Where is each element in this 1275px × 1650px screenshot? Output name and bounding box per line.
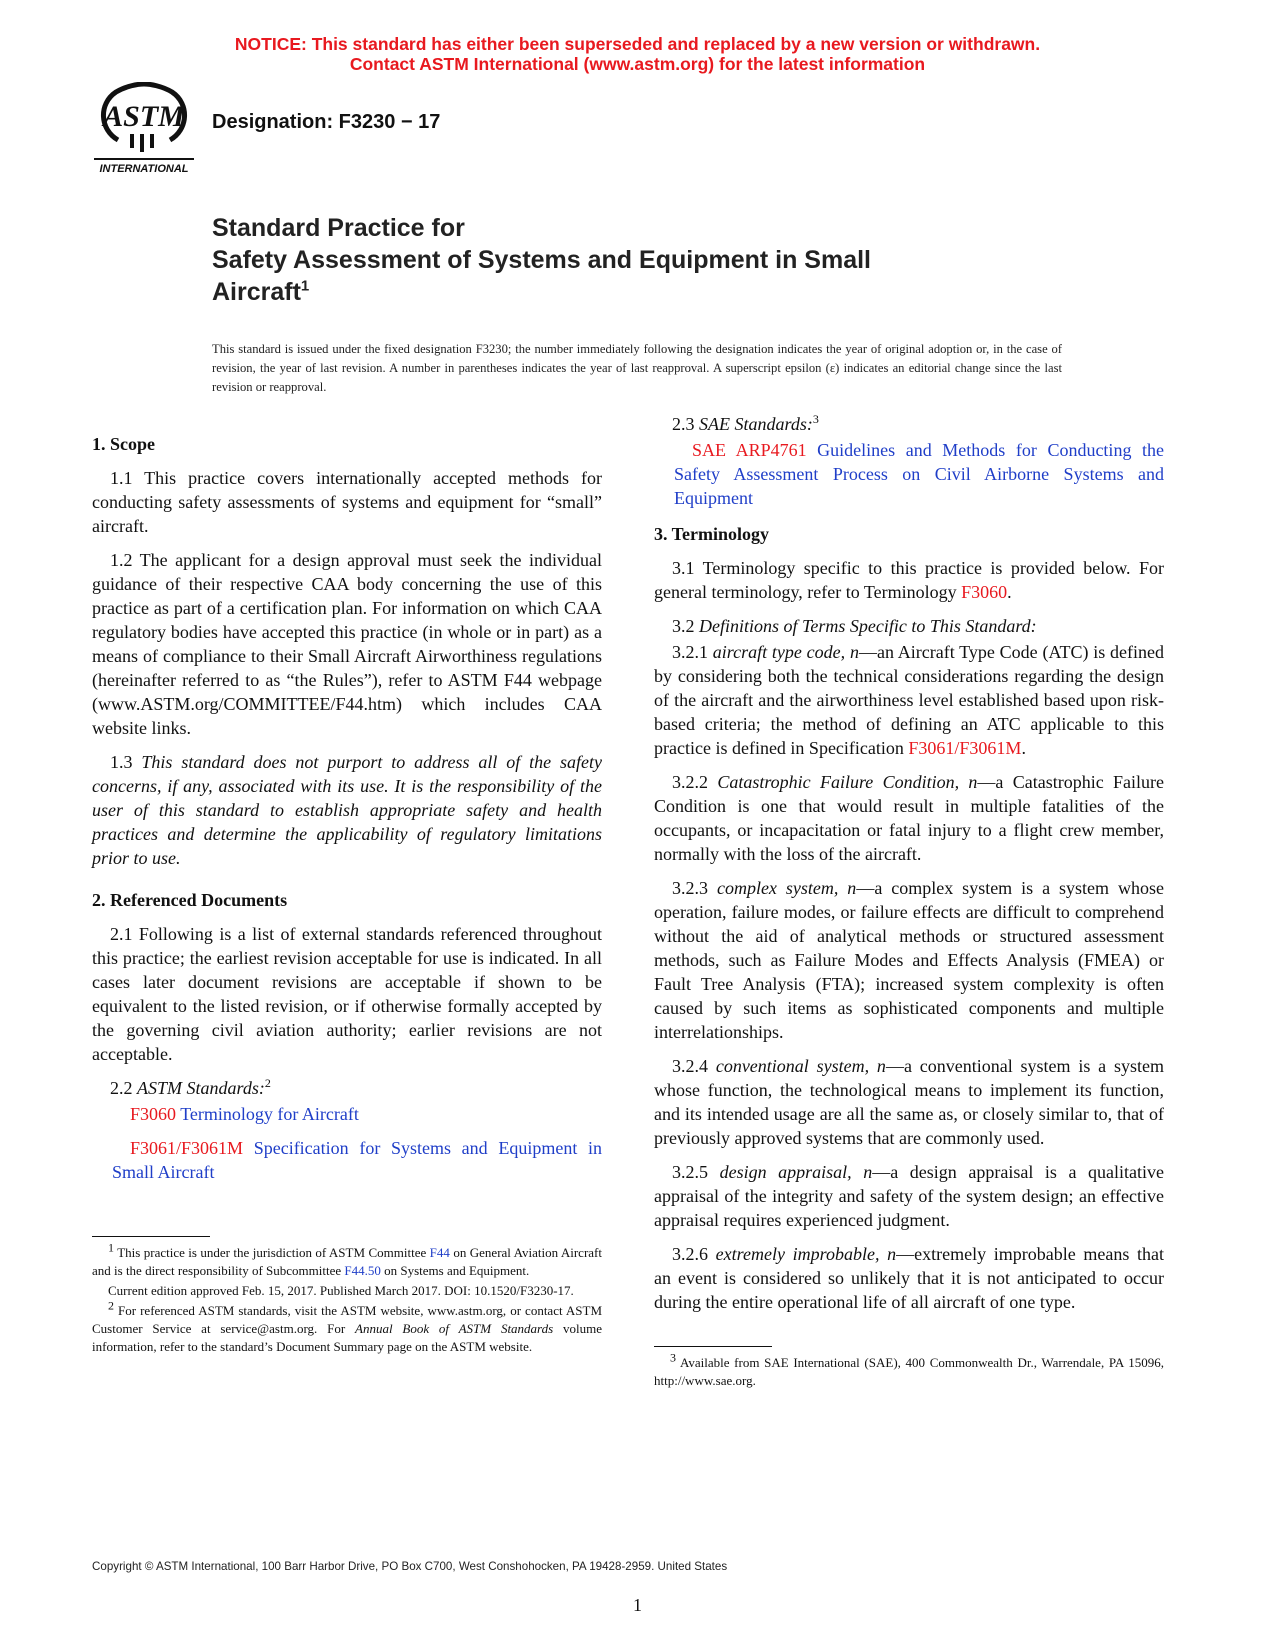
para-2-2-sup: 2	[264, 1076, 271, 1090]
terminology-heading: 3. Terminology	[654, 524, 770, 544]
footnote-mark: 3	[670, 1350, 676, 1365]
def-text: —extremely improbable means that an event is considered so unlikely that it is not anticipated to occur during the entire operational life of all aircraft of one type.	[654, 1244, 1165, 1312]
def-term: complex system, n	[716, 878, 857, 898]
footnote-text: This practice is under the jurisdiction of ASTM Committee	[114, 1245, 430, 1260]
para-2-3-text: SAE Standards:	[699, 414, 813, 434]
def-num: 3.2.5	[672, 1162, 720, 1182]
footnote-text: on General Aviation Aircraft and is the direct responsibility of Subcommittee	[92, 1245, 602, 1278]
definition-3-2-6	[654, 1242, 1164, 1314]
ref-f3061-link[interactable]: F3061/F3061M	[130, 1138, 244, 1158]
definition-3-2-3	[654, 876, 1164, 1044]
referenced-documents-heading: 2. Referenced Documents	[92, 890, 288, 910]
ref-sae-link[interactable]: SAE ARP4761	[692, 440, 807, 460]
terminology-f3060-link[interactable]: F3060	[961, 582, 1008, 602]
para-2-3-num: 2.3	[672, 414, 699, 434]
title-footnote-mark: 1	[300, 277, 310, 295]
para-1-3-text: This standard does not purport to address all of the safety concerns, if any, associated with its use. It is the responsibility of the user of this standard to establish appropriate safety and health practices and determine the applicability of regulatory limitations prior to use.	[92, 752, 603, 868]
reference-f3060	[92, 1102, 602, 1126]
para-1-2: 1.2 The applicant for a design approval must seek the individual guidance of their respective CAA body concerning the use of this practice as part of a certification plan. For information on which CAA regulatory bodies have accepted this practice (in whole or in part) as a means of compliance to their Small Aircraft Airworthiness regulations (hereinafter referred to as “the Rules”), refer to ASTM F44 webpage (www.ASTM.org/COMMITTEE/F44.htm) which includes CAA website links.	[92, 550, 602, 738]
committee-f44-link[interactable]: F44	[429, 1245, 450, 1260]
title-line-3	[212, 276, 1112, 308]
para-2-2-num: 2.2	[110, 1078, 137, 1098]
title-line-1: Standard Practice for	[212, 214, 465, 242]
footnote-mark: 2	[108, 1298, 114, 1313]
copyright: Copyright © ASTM International, 100 Barr Harbor Drive, PO Box C700, West Conshohocken, PA 19428-2959. United States	[92, 1560, 728, 1573]
logo-text: INTERNATIONAL	[99, 163, 189, 175]
def-term: Catastrophic Failure Condition, n	[717, 772, 978, 792]
definition-3-2-1	[654, 640, 1164, 760]
notice-line-1: NOTICE: This standard has either been superseded and replaced by a new version or withdrawn.	[234, 34, 1041, 54]
def-num: 3.2.1	[672, 642, 713, 662]
svg-text:ASTM: ASTM	[103, 100, 185, 133]
left-column	[92, 432, 602, 1194]
def-end: .	[1021, 738, 1026, 758]
reference-sae-arp4761	[654, 438, 1164, 510]
ref-f3061-title-link[interactable]: Specification for Systems and Equipment in Small Aircraft	[112, 1138, 602, 1182]
definition-3-2-2	[654, 770, 1164, 866]
def-term: design appraisal, n	[719, 1162, 873, 1182]
footnotes-right	[654, 1350, 1164, 1392]
footnote-1-edition: Current edition approved Feb. 15, 2017. Published March 2017. DOI: 10.1520/F3230-17.	[108, 1283, 574, 1298]
footnote-text: Available from SAE International (SAE), 400 Commonwealth Dr., Warrendale, PA 15096, http://www.sae.org.	[654, 1355, 1164, 1388]
ref-f3060-link[interactable]: F3060	[130, 1104, 177, 1124]
para-3-1-text: 3.1 Terminology specific to this practice is provided below. For general terminology, refer to Terminology	[654, 558, 1164, 602]
def-text: —a conventional system is a system whose function, the technological means to implement its function, and its intended usage are all the same as, or closely similar to, that of previously approved systems that are commonly used.	[654, 1056, 1164, 1148]
def-term: conventional system, n	[715, 1056, 886, 1076]
spec-f3061-link[interactable]: F3061/F3061M	[908, 738, 1022, 758]
footnote-text: on Systems and Equipment.	[380, 1263, 530, 1278]
ref-sae-title-link[interactable]: Guidelines and Methods for Conducting the Safety Assessment Process on Civil Airborne Systems and Equipment	[674, 440, 1165, 508]
footnote-rule-left	[92, 1236, 210, 1237]
page-number: 1	[633, 1595, 642, 1615]
para-1-1: 1.1 This practice covers internationally accepted methods for conducting safety assessments of systems and equipment for “small” aircraft.	[92, 468, 602, 536]
para-3-2-num: 3.2	[672, 616, 699, 636]
designation: Designation: F3230 − 17	[212, 111, 441, 133]
para-3-2	[654, 614, 1164, 638]
footnote-2	[92, 1298, 603, 1356]
withdrawal-notice	[0, 34, 1275, 74]
notice-line-2: Contact ASTM International (www.astm.org) for the latest information	[349, 54, 926, 74]
def-num: 3.2.6	[672, 1244, 716, 1264]
ref-f3060-title-link[interactable]: Terminology for Aircraft	[176, 1104, 359, 1124]
def-text: —a Catastrophic Failure Condition is one that would result in multiple fatalities of the occupants, or incapacitation or fatal injury to a flight crew member, normally with the loss of the aircraft.	[654, 772, 1164, 864]
def-text: —an Aircraft Type Code (ATC) is defined by considering both the technical considerations regarding the design of the aircraft and the airworthiness level established based upon risk-based criteria; the method of defining an ATC applicable to this practice is defined in Specification	[654, 642, 1165, 758]
footnote-italic: Annual Book of ASTM Standards	[355, 1321, 554, 1336]
footnotes-left	[92, 1240, 603, 1358]
para-1-3	[92, 750, 602, 870]
para-2-3	[654, 412, 1164, 436]
def-num: 3.2.4	[672, 1056, 716, 1076]
right-column	[654, 412, 1164, 1324]
title-line-3-text: Aircraft	[212, 278, 301, 306]
para-2-3-sup: 3	[812, 412, 819, 426]
para-2-2-text: ASTM Standards:	[137, 1078, 265, 1098]
def-term: aircraft type code, n	[712, 642, 859, 662]
para-2-2	[92, 1076, 602, 1100]
definition-3-2-5	[654, 1160, 1164, 1232]
footnote-mark: 1	[108, 1240, 114, 1255]
footnote-text: volume information, refer to the standard’s Document Summary page on the ASTM website.	[92, 1321, 603, 1354]
para-2-1: 2.1 Following is a list of external standards referenced throughout this practice; the earliest revision acceptable for use is indicated. In all cases later document revisions are acceptable if shown to be equivalent to the listed revision, or if otherwise formally accepted by the governing civil aviation authority; earlier revisions are not acceptable.	[92, 924, 602, 1064]
subcommittee-f44-50-link[interactable]: F44.50	[344, 1263, 381, 1278]
astm-logo-icon	[90, 82, 198, 178]
def-text: —a complex system is a system whose operation, failure modes, or failure effects are difficult to comprehend without the aid of analytical methods or structured assessment methods, such as Failure Modes and Effects Analysis (FMEA) or Fault Tree Analysis (FTA); increased system complexity is often caused by such items as sophisticated components and multiple interrelationships.	[654, 878, 1164, 1042]
scope-heading: 1. Scope	[92, 434, 155, 454]
def-text: —a design appraisal is a qualitative appraisal of the integrity and safety of the system design; an effective appraisal requires experienced judgment.	[654, 1162, 1165, 1230]
footnote-3	[654, 1350, 1164, 1390]
definition-3-2-4	[654, 1054, 1164, 1150]
para-1-3-num: 1.3	[110, 752, 142, 772]
def-num: 3.2.2	[672, 772, 718, 792]
def-num: 3.2.3	[672, 878, 717, 898]
para-3-1	[654, 556, 1164, 604]
para-3-1-end: .	[1007, 582, 1012, 602]
reference-f3061	[92, 1136, 602, 1184]
document-title	[212, 212, 1112, 308]
title-line-2: Safety Assessment of Systems and Equipment in Small	[212, 246, 871, 274]
footnote-text: For referenced ASTM standards, visit the ASTM website, www.astm.org, or contact ASTM Customer Service at service@astm.org. For	[92, 1303, 602, 1336]
footnote-1	[92, 1240, 602, 1280]
def-term: extremely improbable, n	[715, 1244, 897, 1264]
astm-international-logo	[90, 82, 198, 178]
issued-note: This standard is issued under the fixed designation F3230; the number immediately following the designation indicates the year of original adoption or, in the case of revision, the year of last revision. A number in parentheses indicates the year of last reapproval. A superscript epsilon (ε) indicates an editorial change since the last revision or reapproval.	[212, 342, 1062, 394]
footnote-rule-right	[654, 1346, 772, 1347]
para-3-2-text: Definitions of Terms Specific to This Standard:	[699, 616, 1037, 636]
